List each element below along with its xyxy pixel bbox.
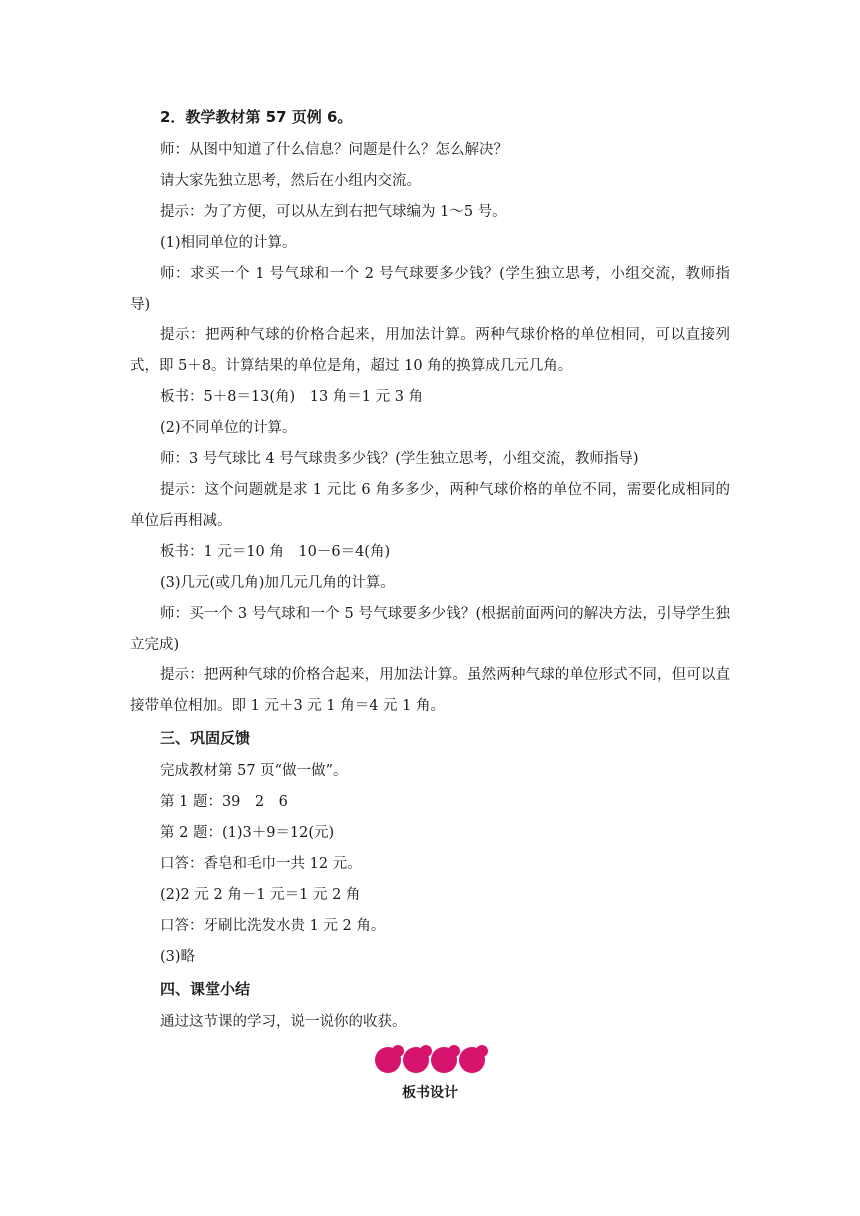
badge-label: 板书设计 [402,1085,458,1101]
text-line: (2)不同单位的计算。 [160,420,297,436]
heart-icon [459,1047,485,1073]
board-note: 板书：5＋8＝13(角) 13 角＝1 元 3 角 [160,389,424,405]
paragraph: 提示：这个问题就是求 1 元比 6 角多多少，两种气球价格的单位不同，需要化成相同的单位后再相减。 [130,482,730,529]
text-line: 第 2 题：(1)3＋9＝12(元) [160,825,335,841]
paragraph: 师：买一个 3 号气球和一个 5 号气球要多少钱？(根据前面两问的解决方法，引导学生独立完成) [130,606,730,653]
paragraph: 提示：把两种气球的价格合起来，用加法计算。两种气球价格的单位相同，可以直接列式，即 5＋8。计算结果的单位是角，超过 10 角的换算成几元几角。 [130,327,730,374]
text-line: 通过这节课的学习，说一说你的收获。 [160,1014,407,1030]
text-line: 提示：为了方便，可以从左到右把气球编为 1～5 号。 [160,204,507,220]
paragraph: 师：求买一个 1 号气球和一个 2 号气球要多少钱？(学生独立思考，小组交流，教师指导) [130,266,730,313]
heart-icon [403,1047,429,1073]
text-line: 口答：香皂和毛巾一共 12 元。 [160,856,362,872]
text-line: (3)几元(或几角)加几元几角的计算。 [160,575,395,591]
text-line: 请大家先独立思考，然后在小组内交流。 [160,173,421,189]
document-body [130,106,730,1043]
section-heading-3: 三、巩固反馈 [160,729,251,747]
text-line: (2)2 元 2 角－1 元＝1 元 2 角 [160,887,361,903]
board-note: 板书：1 元＝10 角 10－6＝4(角) [160,544,391,560]
heart-icon [431,1047,457,1073]
section-heading-example: 2．教学教材第 57 页例 6。 [160,108,353,126]
text-line: 完成教材第 57 页“做一做”。 [160,763,348,779]
text-line: 师：从图中知道了什么信息？问题是什么？怎么解决？ [160,142,508,158]
text-line: (3)略 [160,949,196,965]
section-heading-4: 四、课堂小结 [160,980,251,998]
text-line: 第 1 题：39 2 6 [160,794,288,810]
board-design-badge [0,1047,860,1102]
heart-icon [375,1047,401,1073]
paragraph: 提示：把两种气球的价格合起来，用加法计算。虽然两种气球的单位形式不同，但可以直接带单位相加。即 1 元＋3 元 1 角＝4 元 1 角。 [130,667,730,714]
text-line: 口答：牙刷比洗发水贵 1 元 2 角。 [160,918,386,934]
text-line: 师：3 号气球比 4 号气球贵多少钱？(学生独立思考，小组交流，教师指导) [160,451,639,467]
text-line: (1)相同单位的计算。 [160,235,297,251]
heart-icons [375,1047,485,1073]
